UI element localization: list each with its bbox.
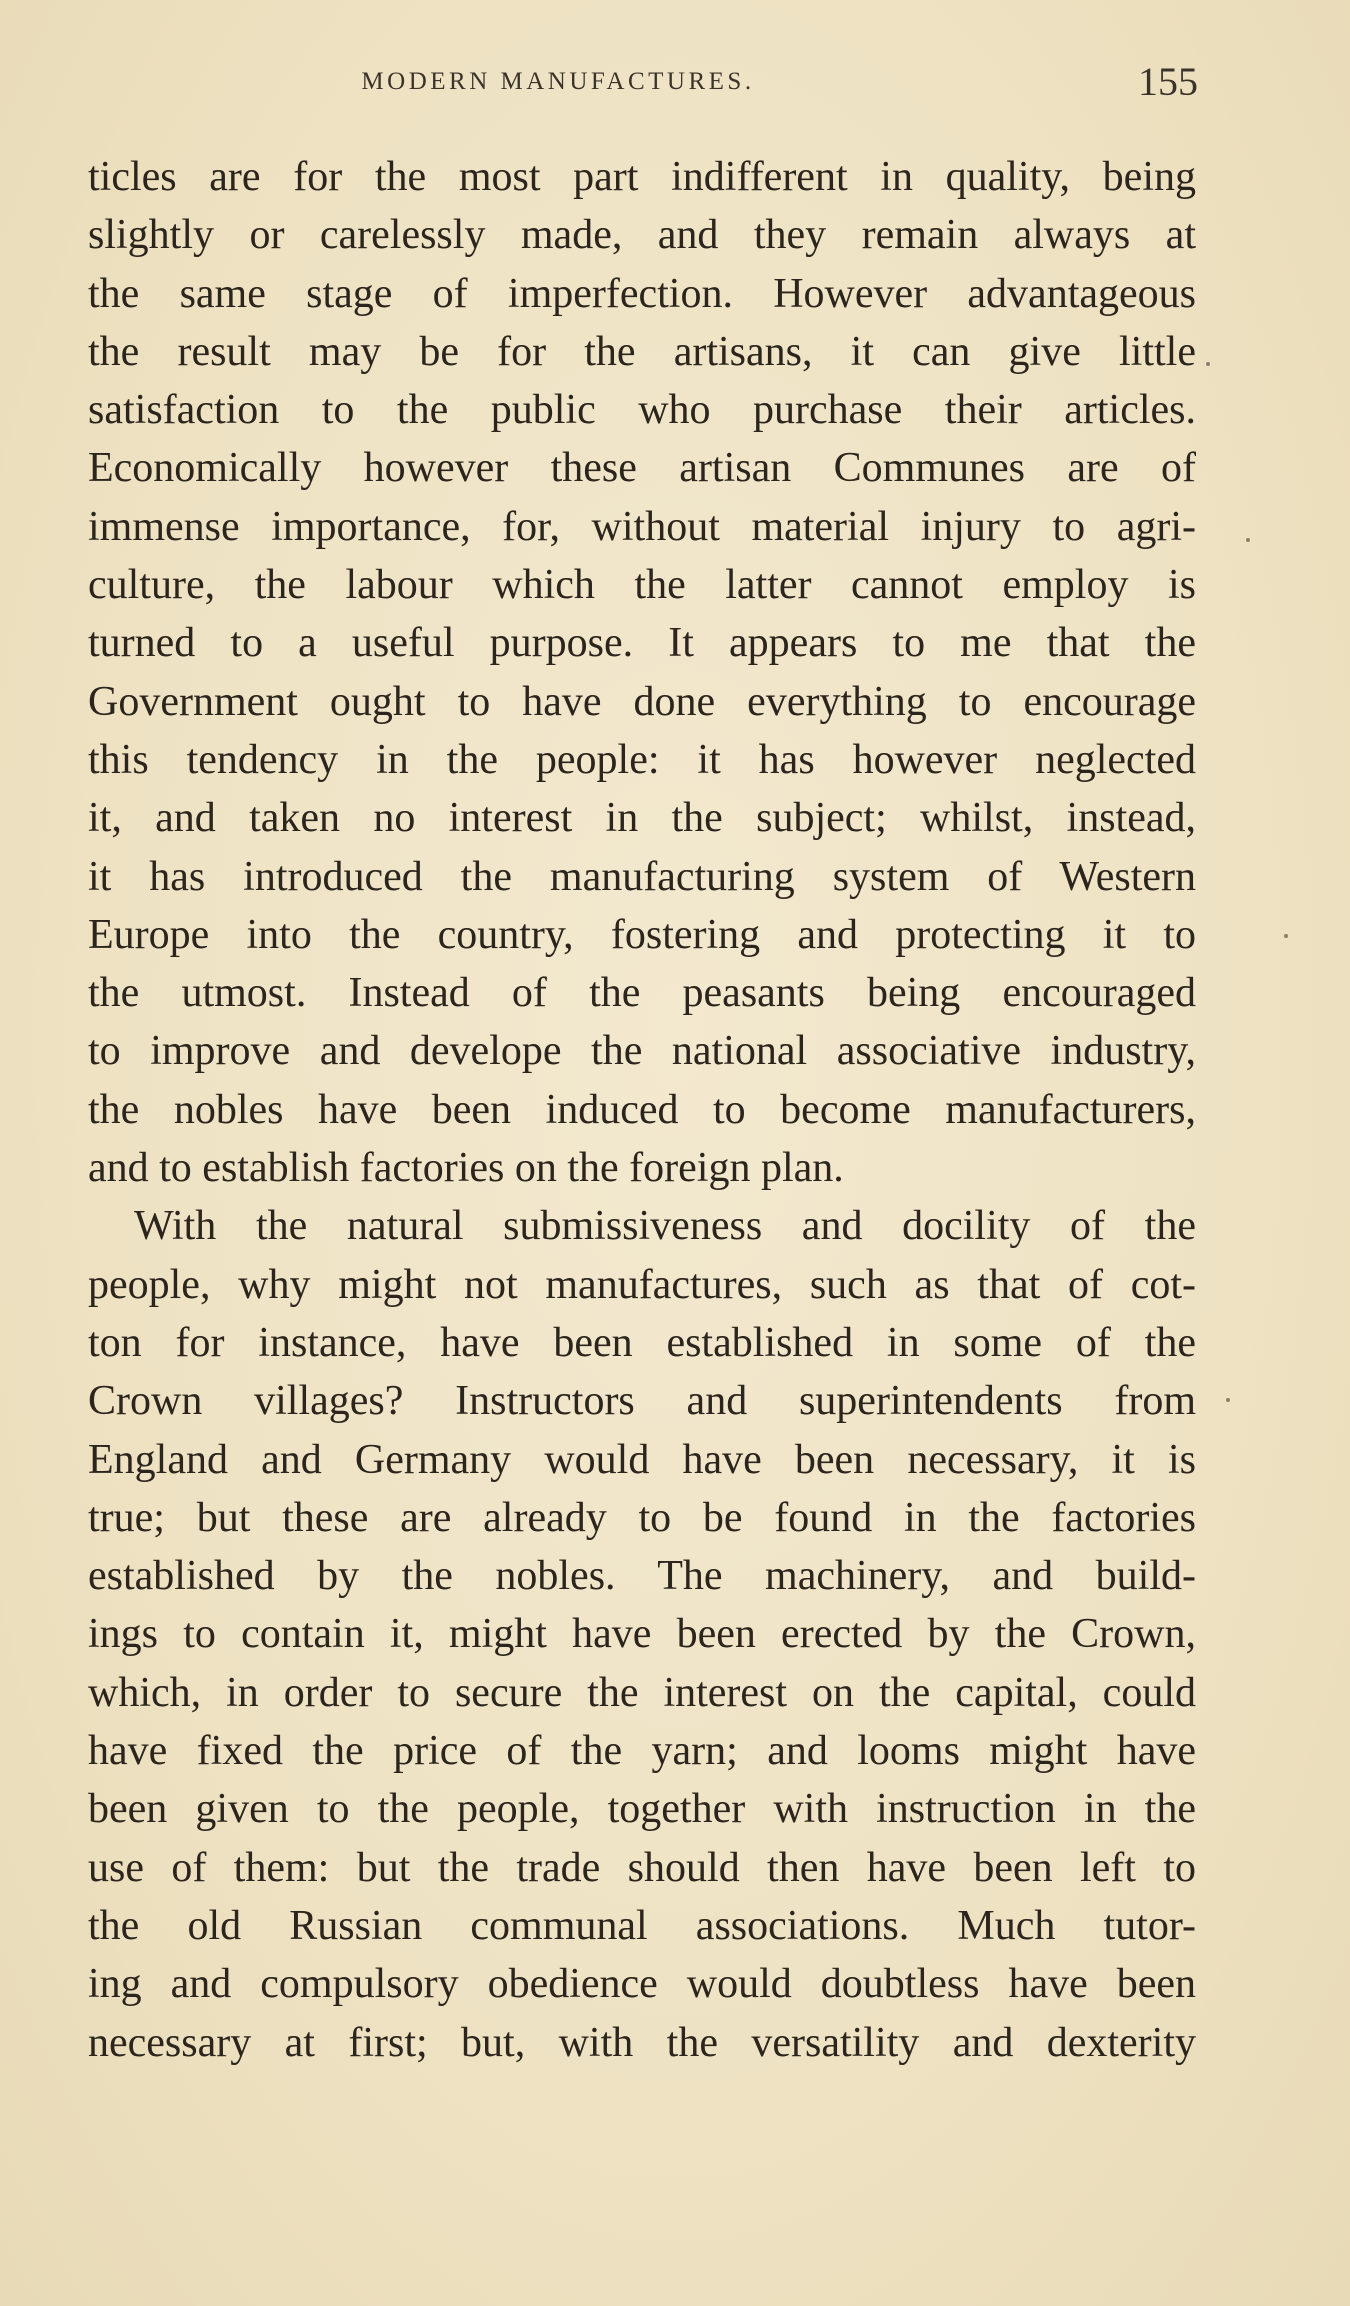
text-line: which, in order to secure the interest on the capital, could [88, 1669, 1196, 1716]
text-line: have fixed the price of the yarn; and looms might have [88, 1728, 1196, 1775]
text-line: use of them: but the trade should then have been left to [88, 1844, 1196, 1891]
text-line: and to establish factories on the foreign plan. [88, 1145, 844, 1192]
text-line: the result may be for the artisans, it can give little [88, 328, 1196, 375]
paper-speck [1206, 362, 1210, 366]
text-line: the old Russian communal associations. Much tutor- [88, 1902, 1196, 1949]
body-text [88, 148, 1196, 2072]
text-line: immense importance, for, without material injury to agri- [88, 503, 1196, 550]
text-line: the nobles have been induced to become manufacturers, [88, 1086, 1196, 1133]
text-line: to improve and develope the national associative industry, [88, 1028, 1196, 1075]
text-line: Crown villages? Instructors and superintendents from [88, 1378, 1196, 1425]
text-line: Government ought to have done everything to encourage [88, 678, 1196, 725]
text-line: the utmost. Instead of the peasants being encouraged [88, 970, 1196, 1017]
text-line: true; but these are already to be found in the factories [88, 1494, 1196, 1541]
text-line: slightly or carelessly made, and they remain always at [88, 212, 1196, 259]
running-head [88, 58, 1198, 108]
paper-speck [1246, 538, 1250, 542]
text-line: it, and taken no interest in the subject; whilst, instead, [88, 795, 1196, 842]
text-line: ing and compulsory obedience would doubtless have been [88, 1961, 1196, 2008]
text-line: ticles are for the most part indifferent in quality, being [88, 154, 1196, 200]
text-line: necessary at first; but, with the versatility and dexterity [88, 2019, 1196, 2066]
text-line: the same stage of imperfection. However advantageous [88, 270, 1196, 317]
text-line: Economically however these artisan Communes are of [88, 445, 1196, 492]
text-line: ings to contain it, might have been erected by the Crown, [88, 1611, 1196, 1658]
text-line: people, why might not manufactures, such as that of cot- [88, 1261, 1196, 1308]
text-line: it has introduced the manufacturing system of Western [88, 853, 1196, 900]
text-line: satisfaction to the public who purchase their articles. [88, 387, 1196, 434]
paper-speck [1226, 1398, 1230, 1402]
text-line: established by the nobles. The machinery, and build- [88, 1553, 1196, 1600]
page-number: 155 [1138, 59, 1198, 104]
text-line: Europe into the country, fostering and protecting it to [88, 911, 1196, 958]
text-line: culture, the labour which the latter cannot employ is [88, 562, 1196, 609]
running-title: MODERN MANUFACTURES. [361, 68, 755, 95]
text-line: been given to the people, together with instruction in the [88, 1786, 1196, 1833]
text-line: ton for instance, have been established in some of the [88, 1319, 1196, 1366]
text-line: England and Germany would have been necessary, it is [88, 1436, 1196, 1483]
text-line: this tendency in the people: it has however neglected [88, 736, 1196, 783]
text-line: With the natural submissiveness and docility of the [134, 1203, 1196, 1250]
paper-speck [1284, 934, 1288, 938]
text-line: turned to a useful purpose. It appears to me that the [88, 620, 1196, 667]
